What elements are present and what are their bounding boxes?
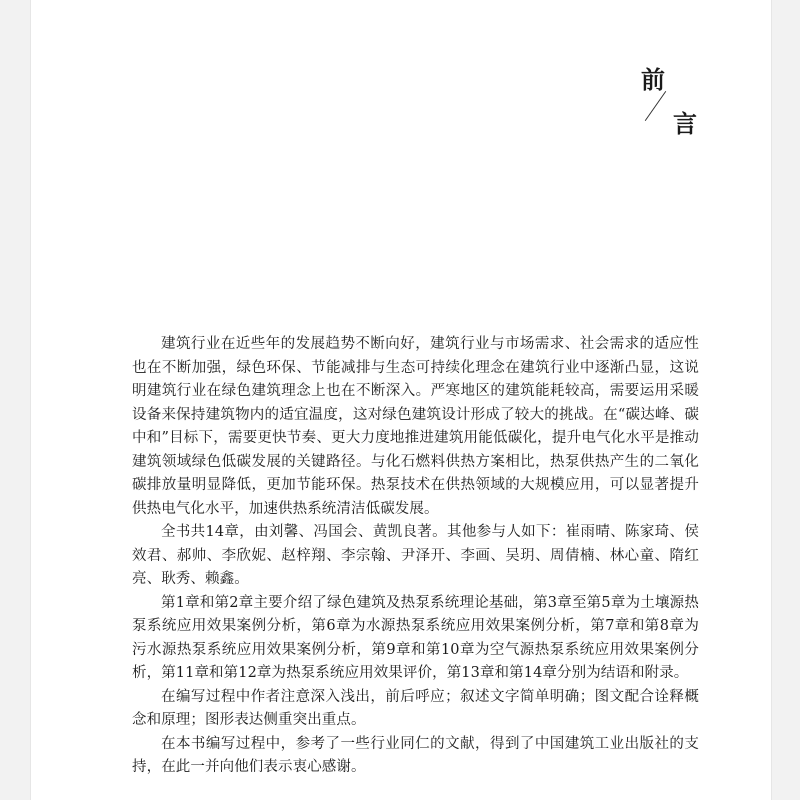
preface-heading-char-2: 言 — [673, 109, 697, 138]
preface-heading-char-1: 前 — [641, 65, 665, 94]
paragraph: 在编写过程中作者注意深入浅出，前后呼应；叙述文字简单明确；图文配合诠释概念和原理；图形表达侧重突出重点。 — [132, 688, 699, 728]
book-page — [30, 0, 772, 800]
paragraph: 建筑行业在近些年的发展趋势不断向好，建筑行业与市场需求、社会需求的适应性也在不断加强，绿色环保、节能减排与生态可持续化理念在建筑行业中逐渐凸显，这说明建筑行业在绿色建筑理念上也在不断深入。严寒地区的建筑能耗较高，需要运用采暖设备来保持建筑物内的适宜温度，这对绿色建筑设计形成了较大的挑战。在“碳达峰、碳中和”目标下，需要更快节奏、更大力度地推进建筑用能低碳化，提升电气化水平是推动建筑领域绿色低碳发展的关键路径。与化石燃料供热方案相比，热泵供热产生的二氧化碳排放量明显降低，更加节能环保。热泵技术在供热领域的大规模应用，可以显著提升供热电气化水平，加速供热系统清洁低碳发展。 — [132, 336, 699, 517]
preface-body — [132, 333, 699, 780]
paragraph: 第1章和第2章主要介绍了绿色建筑及热泵系统理论基础，第3章至第5章为土壤源热泵系统应用效果案例分析，第6章为水源热泵系统应用效果案例分析，第7章和第8章为污水源热泵系统应用效果案例分析，第9章和第10章为空气源热泵系统应用效果案例分析，第11章和第12章为热泵系统应用效果评价，第13章和第14章分别为结语和附录。 — [132, 594, 699, 681]
paragraph: 全书共14章，由刘馨、冯国会、黄凯良著。其他参与人如下：崔雨晴、陈家琦、侯效君、郝帅、李欣妮、赵梓翔、李宗翰、尹泽开、李画、吴玥、周倩楠、林心童、隋红亮、耿秀、赖鑫。 — [132, 524, 699, 587]
heading-slash-divider — [645, 91, 666, 121]
paragraph: 在本书编写过程中，参考了一些行业同仁的文献，得到了中国建筑工业出版社的支持，在此一并向他们表示衷心感谢。 — [132, 735, 699, 775]
